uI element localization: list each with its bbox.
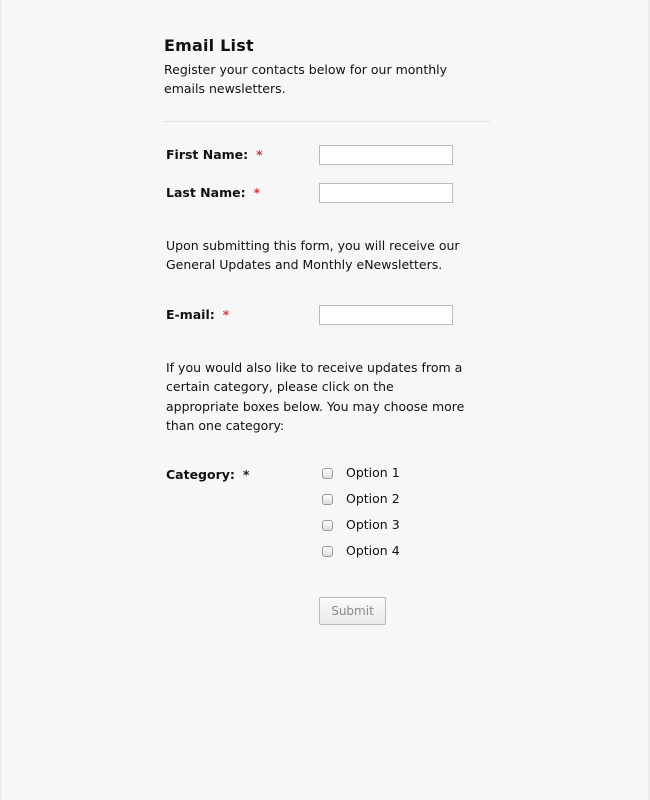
category-label <box>166 467 249 482</box>
category-label-text: Category: <box>166 467 235 482</box>
option-2-checkbox[interactable] <box>322 494 333 505</box>
option-3-checkbox[interactable] <box>322 520 333 531</box>
first-name-label-text: First Name: <box>166 147 249 162</box>
form-subtitle: Register your contacts below for our monthly emails newsletters. <box>164 62 448 96</box>
option-4-label: Option 4 <box>346 542 400 558</box>
email-label-text: E-mail: <box>166 307 215 322</box>
email-required-mark: * <box>222 307 230 322</box>
category-option-4[interactable] <box>322 542 400 558</box>
category-intro-text: If you would also like to receive updates from a certain category, please click on the appropriate boxes below. You may choose more than one category: <box>166 360 465 433</box>
header-divider <box>164 121 490 122</box>
first-name-input[interactable] <box>319 145 453 165</box>
last-name-label <box>166 185 260 200</box>
submission-notice: Upon submitting this form, you will receive our General Updates and Monthly eNewsletters. <box>166 238 460 273</box>
option-1-checkbox[interactable] <box>322 468 333 479</box>
category-required-mark: * <box>242 467 250 482</box>
email-input[interactable] <box>319 305 453 325</box>
last-name-label-text: Last Name: <box>166 185 246 200</box>
category-option-2[interactable] <box>322 490 400 506</box>
last-name-required-mark: * <box>253 185 261 200</box>
option-4-checkbox[interactable] <box>322 546 333 557</box>
submit-button[interactable]: Submit <box>319 597 386 625</box>
option-1-label: Option 1 <box>346 464 400 480</box>
category-option-1[interactable] <box>322 464 400 480</box>
form-title: Email List <box>164 36 254 55</box>
last-name-input[interactable] <box>319 183 453 203</box>
option-3-label: Option 3 <box>346 516 400 532</box>
option-2-label: Option 2 <box>346 490 400 506</box>
first-name-required-mark: * <box>256 147 263 162</box>
category-option-3[interactable] <box>322 516 400 532</box>
email-label <box>166 307 229 322</box>
first-name-label <box>166 147 263 162</box>
